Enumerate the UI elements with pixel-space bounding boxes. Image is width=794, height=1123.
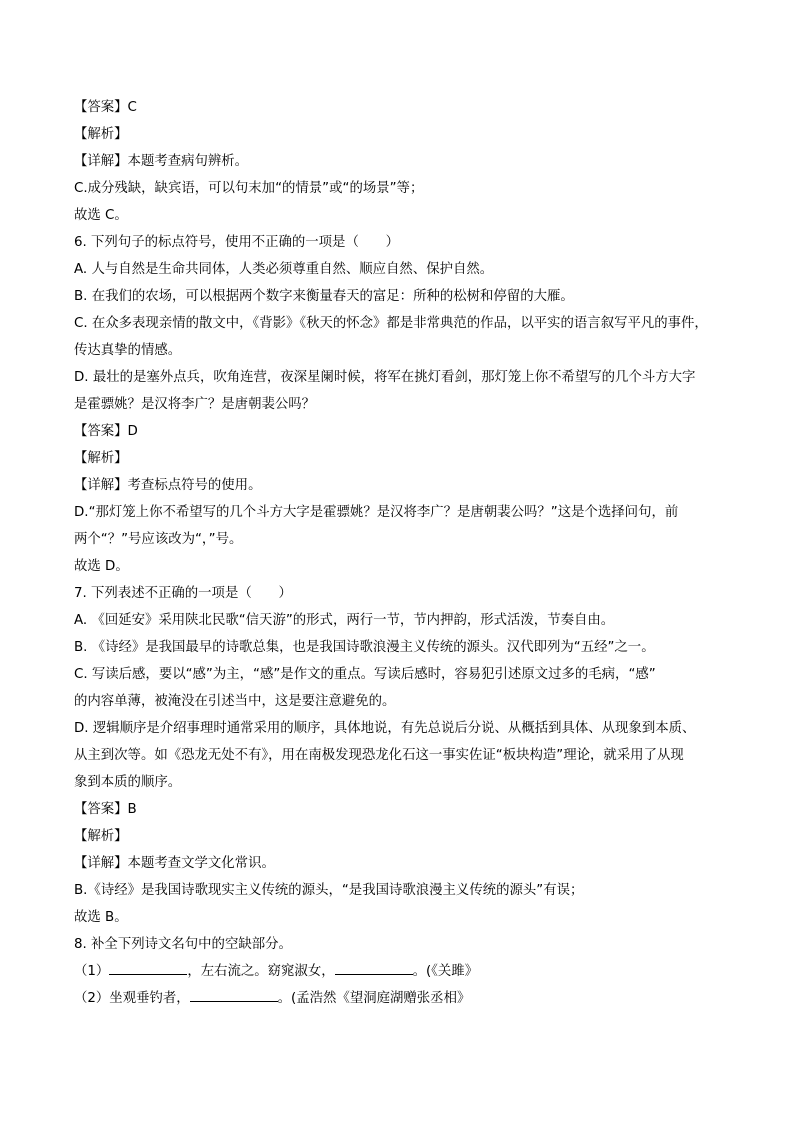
analysis-label-5: 【解析】 <box>74 127 128 142</box>
analysis-label-7: 【解析】 <box>74 829 128 844</box>
detail-text-5: C.成分残缺，缺宾语，可以句末加“的情景”或“的场景”等； <box>74 181 424 196</box>
item-1-text-end: 。(《关雎》 <box>412 964 479 979</box>
detail-label-7: 【详解】本题考查文学文化常识。 <box>74 856 275 871</box>
answer-label-7: 【答案】B <box>74 802 137 817</box>
conclusion-7: 故选 B。 <box>74 910 128 925</box>
conclusion-6: 故选 D。 <box>74 559 129 574</box>
question-7-option-a: A. 《回延安》采用陕北民歌“信天游”的形式，两行一节，节内押韵，形式活泼，节奏自由。 <box>74 613 615 628</box>
question-7-option-b: B. 《诗经》是我国最早的诗歌总集，也是我国诗歌浪漫主义传统的源头。汉代即列为“五经”之一。 <box>74 640 655 655</box>
detail-text-7: B.《诗经》是我国诗歌现实主义传统的源头，“是我国诗歌浪漫主义传统的源头”有误； <box>74 883 584 898</box>
answer-label-5: 【答案】C <box>74 100 137 115</box>
item-1-text-mid: ，左右流之。窈窕淑女， <box>187 964 335 979</box>
question-6-option-b: B. 在我们的农场，可以根据两个数字来衡量春天的富足：所种的松树和停留的大雁。 <box>74 289 574 304</box>
question-7-option-d-line1: D. 逻辑顺序是介绍事理时通常采用的顺序，具体地说，有先总说后分说、从概括到具体、从现象到本质、 <box>74 721 696 736</box>
item-2-text-start: （2）坐观垂钓者， <box>74 991 190 1006</box>
detail-text-6-line2: 两个“？”号应该改为“，”号。 <box>74 532 243 547</box>
detail-label-6: 【详解】考查标点符号的使用。 <box>74 478 262 493</box>
fill-blank-1[interactable] <box>109 960 187 975</box>
question-6-option-c-line1: C. 在众多表现亲情的散文中，《背影》《秋天的怀念》都是非常典范的作品，以平实的语言叙写平凡的事件， <box>74 316 708 331</box>
fill-blank-3[interactable] <box>190 987 278 1002</box>
question-6-option-c-line2: 传达真挚的情感。 <box>74 343 182 358</box>
question-7-stem: 7. 下列表述不正确的一项是（ ） <box>74 586 292 601</box>
question-7-option-c-line2: 的内容单薄，被淹没在引述当中，这是要注意避免的。 <box>74 694 396 709</box>
detail-text-6-line1: D.“那灯笼上你不希望写的几个斗方大字是霍骠姚？是汉将李广？是唐朝裴公吗？”这是个选择问句，前 <box>74 505 679 520</box>
fill-blank-2[interactable] <box>335 960 413 975</box>
question-8-stem: 8. 补全下列诗文名句中的空缺部分。 <box>74 937 292 952</box>
question-7-option-d-line2: 从主到次等。如《恐龙无处不有》，用在南极发现恐龙化石这一事实佐证“板块构造”理论，就采用了从现 <box>74 748 684 763</box>
answer-label-6: 【答案】D <box>74 424 138 439</box>
question-6-stem: 6. 下列句子的标点符号，使用不正确的一项是（ ） <box>74 235 400 250</box>
detail-label-5: 【详解】本题考查病句辨析。 <box>74 154 249 169</box>
question-6-option-d-line2: 是霍骠姚？是汉将李广？是唐朝裴公吗？ <box>74 397 316 412</box>
item-2-text-end: 。(孟浩然《望洞庭湖赠张丞相》 <box>277 991 471 1006</box>
question-6-option-a: A. 人与自然是生命共同体，人类必须尊重自然、顺应自然、保护自然。 <box>74 262 494 277</box>
question-7-option-d-line3: 象到本质的顺序。 <box>74 775 182 790</box>
conclusion-5: 故选 C。 <box>74 208 128 223</box>
question-8-item-2 <box>74 985 720 1012</box>
question-7-option-c-line1: C. 写读后感，要以“感”为主，“感”是作文的重点。写读后感时，容易犯引述原文过多的毛病，“感” <box>74 667 656 682</box>
question-6-option-d-line1: D. 最壮的是塞外点兵，吹角连营，夜深星阑时候，将军在挑灯看剑，那灯笼上你不希望写的几个斗方大字 <box>74 370 696 385</box>
question-8-item-1 <box>74 958 720 985</box>
item-1-number: （1） <box>74 964 110 979</box>
analysis-label-6: 【解析】 <box>74 451 128 466</box>
